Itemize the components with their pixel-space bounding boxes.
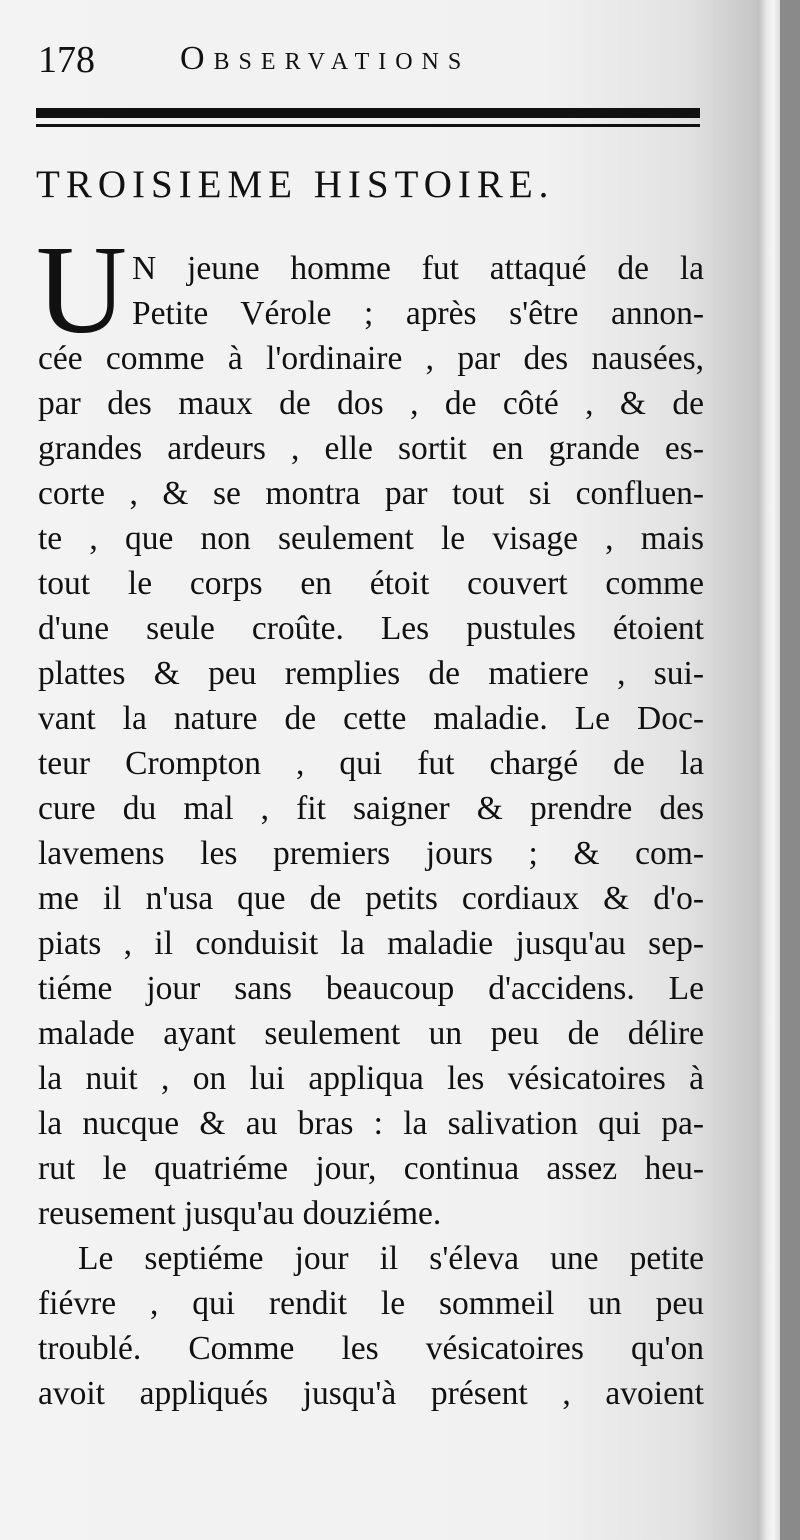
text-line-last: reusement jusqu'au douziéme. <box>38 1195 442 1232</box>
text-line: me il n'usa que de petits cordiaux & d'o- <box>38 880 704 917</box>
section-heading: TROISIEME HISTOIRE. <box>36 163 555 206</box>
text-line: d'une seule croûte. Les pustules étoient <box>38 610 704 647</box>
text-line: piats , il conduisit la maladie jusqu'au sep- <box>38 925 704 962</box>
text-line: Petite Vérole ; après s'être annon- <box>132 295 704 332</box>
text-line: corte , & se montra par tout si confluen- <box>38 475 704 512</box>
text-line: N jeune homme fut attaqué de la <box>132 250 704 287</box>
page-edge-shadow <box>758 0 780 1540</box>
text-line: plattes & peu remplies de matiere , sui- <box>38 655 704 692</box>
text-line: vant la nature de cette maladie. Le Doc- <box>38 700 704 737</box>
text-line: par des maux de dos , de côté , & de <box>38 385 704 422</box>
drop-cap: U <box>36 221 127 360</box>
text-line: cure du mal , fit saigner & prendre des <box>38 790 704 827</box>
text-line: la nucque & au bras : la salivation qui pa- <box>38 1105 704 1142</box>
text-line: te , que non seulement le visage , mais <box>38 520 704 557</box>
header-rule-thick <box>36 108 700 118</box>
text-line: malade ayant seulement un peu de délire <box>38 1015 704 1052</box>
text-line: tiéme jour sans beaucoup d'accidens. Le <box>38 970 704 1007</box>
page-number: 178 <box>38 39 95 81</box>
running-head <box>38 38 698 88</box>
text-line: troublé. Comme les vésicatoires qu'on <box>38 1330 704 1367</box>
text-line: grandes ardeurs , elle sortit en grande es- <box>38 430 704 467</box>
text-line: rut le quatriéme jour, continua assez heu- <box>38 1150 704 1187</box>
text-line: fiévre , qui rendit le sommeil un peu <box>38 1285 704 1322</box>
text-line: lavemens les premiers jours ; & com- <box>38 835 704 872</box>
text-line: tout le corps en étoit couvert comme <box>38 565 704 602</box>
text-line: cée comme à l'ordinaire , par des nausées, <box>38 340 704 377</box>
running-title: Observations <box>180 40 471 77</box>
text-line: la nuit , on lui appliqua les vésicatoires à <box>38 1060 704 1097</box>
header-rule-thin <box>36 124 700 127</box>
text-line: Le septiéme jour il s'éleva une petite <box>78 1240 704 1277</box>
text-line: avoit appliqués jusqu'à présent , avoient <box>38 1375 704 1412</box>
text-line: teur Crompton , qui fut chargé de la <box>38 745 704 782</box>
